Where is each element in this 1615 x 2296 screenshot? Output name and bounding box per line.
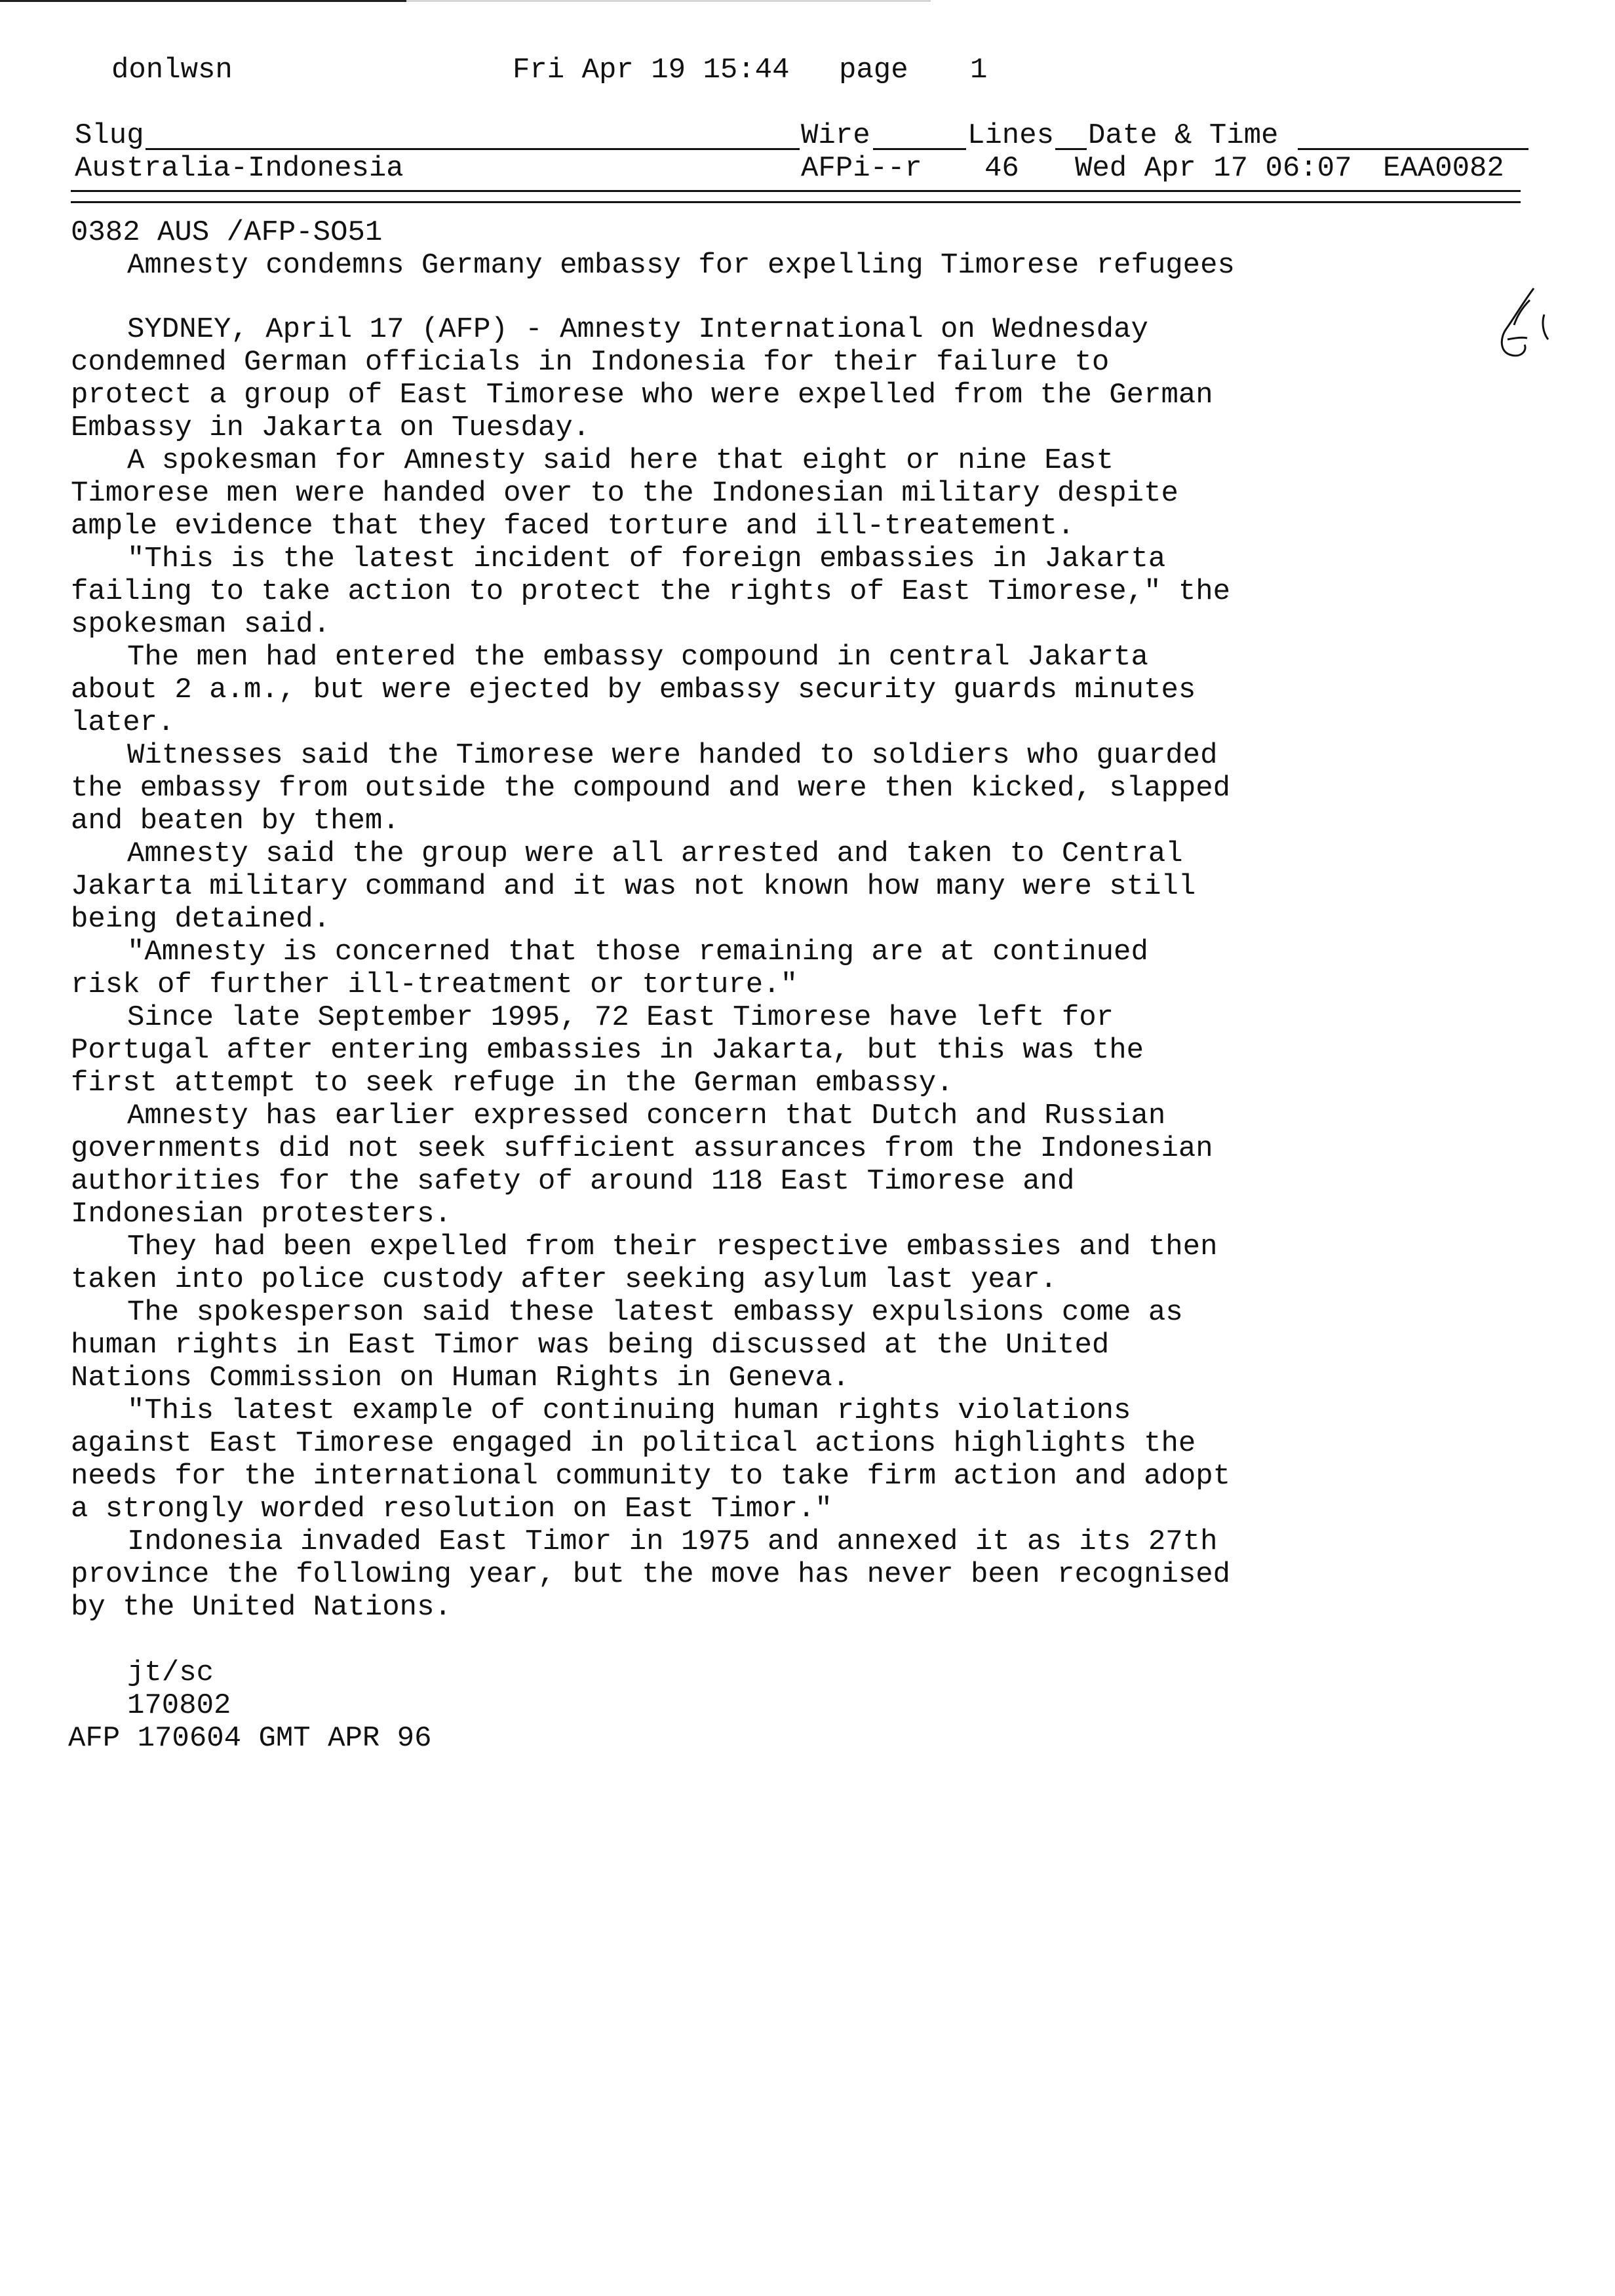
story-line: spokesman said.	[71, 608, 331, 641]
story-paragraph	[71, 1100, 1382, 1231]
story-paragraph	[71, 1001, 1382, 1100]
story-paragraph	[71, 641, 1382, 739]
story-line: The spokesperson said these latest embassy expulsions come as	[127, 1296, 1183, 1329]
story-line: Since late September 1995, 72 East Timorese have left for	[127, 1001, 1114, 1034]
story-line: condemned German officials in Indonesia for their failure to	[71, 346, 1110, 379]
story-line: failing to take action to protect the rights of East Timorese," the	[71, 575, 1231, 608]
slug-label: Slug	[75, 119, 144, 152]
story-line: province the following year, but the move has never been recognised	[71, 1558, 1231, 1591]
story-paragraph	[71, 936, 1382, 1001]
lines-label: Lines	[967, 119, 1055, 152]
story-line: Amnesty has earlier expressed concern that Dutch and Russian	[127, 1100, 1166, 1132]
story-line: taken into police custody after seeking asylum last year.	[71, 1263, 1058, 1296]
print-page-label: page	[839, 54, 908, 86]
wire-underline	[873, 119, 966, 150]
datetime-value: Wed Apr 17 06:07	[1075, 152, 1352, 185]
story-line: and beaten by them.	[71, 805, 400, 837]
lines-value: 46	[984, 152, 1019, 185]
story-line: The men had entered the embassy compound in central Jakarta	[127, 641, 1148, 674]
top-edge-rule	[0, 0, 406, 2]
story-line: Witnesses said the Timorese were handed to soldiers who guarded	[127, 739, 1218, 772]
story-line: needs for the international community to take firm action and adopt	[71, 1460, 1231, 1493]
header-separator-rule	[71, 190, 1521, 203]
story-paragraph	[71, 837, 1382, 936]
wire-value: AFPi--r	[801, 152, 922, 185]
print-page-number: 1	[970, 54, 988, 86]
story-line: "This is the latest incident of foreign embassies in Jakarta	[127, 543, 1166, 575]
signoff-time: 170802	[127, 1689, 231, 1722]
story-line: against East Timorese engaged in political actions highlights the	[71, 1427, 1196, 1460]
story-line: Embassy in Jakarta on Tuesday.	[71, 411, 591, 444]
story-line: "This latest example of continuing human rights violations	[127, 1394, 1131, 1427]
datetime-underline	[1298, 119, 1528, 150]
story-line: first attempt to seek refuge in the German embassy.	[71, 1067, 954, 1100]
story-line: human rights in East Timor was being discussed at the United	[71, 1329, 1110, 1362]
slug-value: Australia-Indonesia	[75, 152, 404, 185]
story-line: Timorese men were handed over to the Indonesian military despite	[71, 477, 1178, 510]
story-paragraph	[71, 739, 1382, 837]
wire-label: Wire	[801, 119, 870, 152]
story-line: risk of further ill-treatment or torture."	[71, 968, 798, 1001]
story-line: Portugal after entering embassies in Jakarta, but this was the	[71, 1034, 1144, 1067]
story-line: by the United Nations.	[71, 1591, 452, 1624]
signoff-initials: jt/sc	[127, 1656, 214, 1689]
story-paragraph	[71, 444, 1382, 543]
story-paragraph	[71, 1525, 1382, 1624]
headline: Amnesty condemns Germany embassy for expelling Timorese refugees	[127, 249, 1235, 282]
lines-underline	[1055, 119, 1087, 150]
story-line: authorities for the safety of around 118 East Timorese and	[71, 1165, 1075, 1198]
story-line: Jakarta military command and it was not known how many were still	[71, 870, 1196, 903]
story-line: later.	[71, 706, 175, 739]
story-paragraph	[71, 313, 1382, 444]
story-paragraph	[71, 1296, 1382, 1394]
story-paragraph	[71, 543, 1382, 641]
story-line: "Amnesty is concerned that those remaining are at continued	[127, 936, 1148, 968]
story-line: Nations Commission on Human Rights in Geneva.	[71, 1362, 850, 1394]
story-line: a strongly worded resolution on East Timor."	[71, 1493, 832, 1525]
footer-line: AFP 170604 GMT APR 96	[68, 1722, 432, 1755]
story-paragraph	[71, 1394, 1382, 1525]
handwritten-initials-mark	[1488, 282, 1560, 373]
story-line: They had been expelled from their respective embassies and then	[127, 1231, 1218, 1263]
story-line: Indonesian protesters.	[71, 1198, 452, 1231]
story-line: governments did not seek sufficient assurances from the Indonesian	[71, 1132, 1213, 1165]
story-line: A spokesman for Amnesty said here that eight or nine East	[127, 444, 1114, 477]
story-line: about 2 a.m., but were ejected by embassy security guards minutes	[71, 674, 1196, 706]
story-line: the embassy from outside the compound and were then kicked, slapped	[71, 772, 1231, 805]
story-line: ample evidence that they faced torture and ill-treatement.	[71, 510, 1075, 543]
story-body	[71, 313, 1382, 1624]
story-line: protect a group of East Timorese who were expelled from the German	[71, 379, 1213, 411]
datetime-label: Date & Time	[1088, 119, 1279, 152]
story-paragraph	[71, 1231, 1382, 1296]
story-line: SYDNEY, April 17 (AFP) - Amnesty International on Wednesday	[127, 313, 1148, 346]
slug-underline	[146, 119, 800, 150]
story-id: 0382 AUS /AFP-SO51	[71, 216, 383, 249]
story-line: being detained.	[71, 903, 331, 936]
story-line: Amnesty said the group were all arrested and taken to Central	[127, 837, 1183, 870]
story-line: Indonesia invaded East Timor in 1975 and annexed it as its 27th	[127, 1525, 1218, 1558]
print-datetime: Fri Apr 19 15:44	[513, 54, 790, 86]
story-code: EAA0082	[1383, 152, 1504, 185]
print-user: donlwsn	[111, 54, 233, 86]
